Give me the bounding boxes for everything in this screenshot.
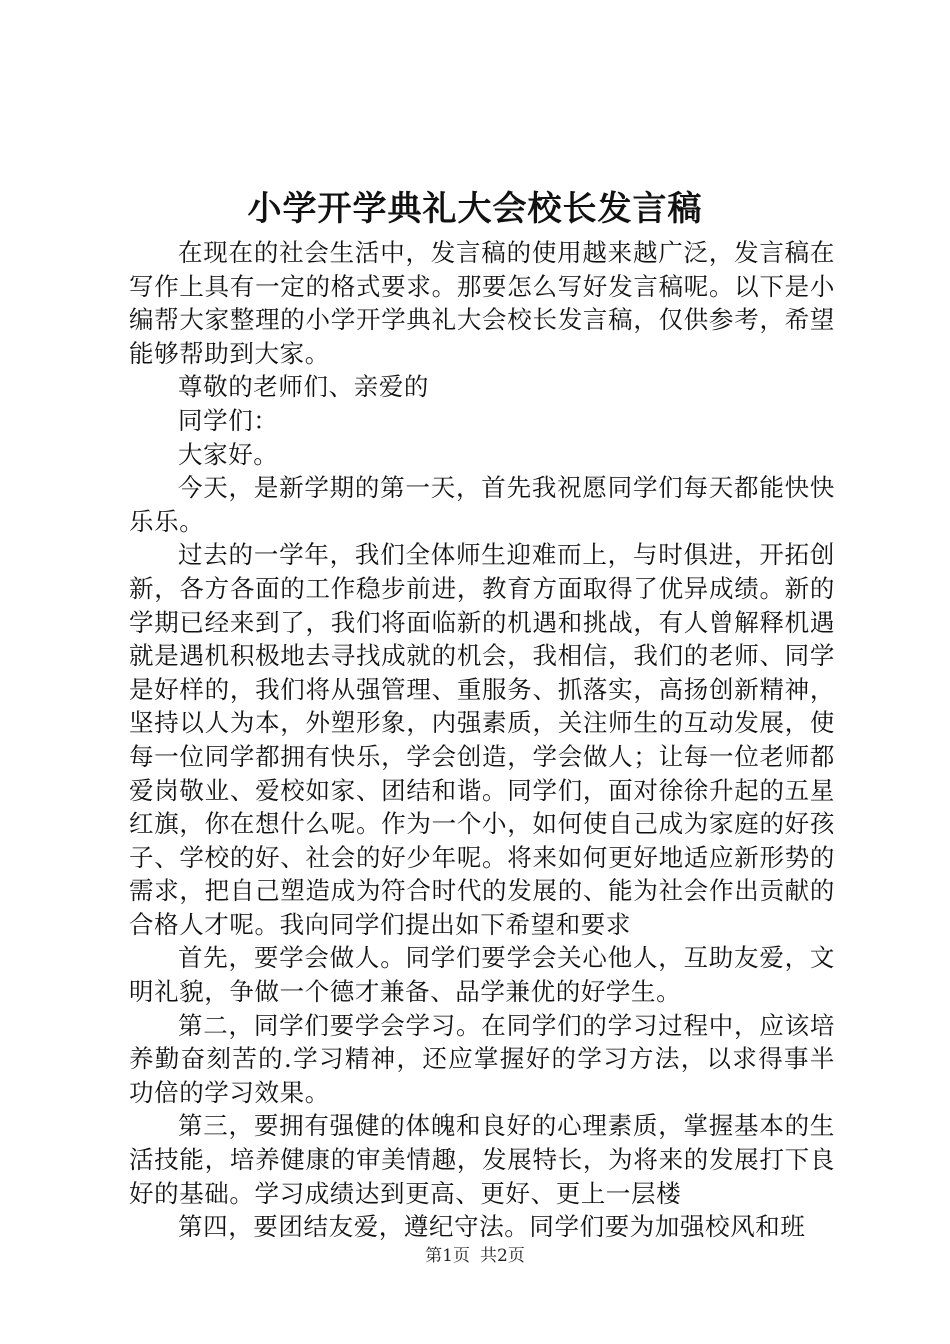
document-body <box>129 236 835 1244</box>
body-paragraph-first: 首先，要学会做人。同学们要学会关心他人，互助友爱，文明礼貌，争做一个德才兼备、品学兼优的好学生。 <box>129 943 835 1007</box>
salutation-line-1: 尊敬的老师们、亲爱的 <box>178 372 429 402</box>
page-number: 第1页 <box>425 1246 470 1266</box>
page-footer <box>0 1244 950 1268</box>
salutation-line-2: 同学们： <box>178 405 279 435</box>
page-total: 共2页 <box>480 1246 525 1266</box>
body-paragraph-today: 今天，是新学期的第一天，首先我祝愿同学们每天都能快快乐乐。 <box>129 473 835 536</box>
body-paragraph-second: 第二，同学们要学会学习。在同学们的学习过程中，应该培养勤奋刻苦的.学习精神，还应掌握好的学习方法，以求得事半功倍的学习效果。 <box>129 1010 835 1107</box>
document-title: 小学开学典礼大会校长发言稿 <box>247 189 703 229</box>
body-paragraph-fourth: 第四，要团结友爱，遵纪守法。同学们要为加强校风和班 <box>178 1212 806 1242</box>
greeting-paragraph: 大家好。 <box>178 439 279 469</box>
intro-paragraph: 在现在的社会生活中，发言稿的使用越来越广泛，发言稿在写作上具有一定的格式要求。那要怎么写好发言稿呢。以下是小编帮大家整理的小学开学典礼大会校长发言稿，仅供参考，希望能够帮助到大家。 <box>129 238 835 368</box>
body-paragraph-third: 第三，要拥有强健的体魄和良好的心理素质，掌握基本的生活技能，培养健康的审美情趣，发展特长，为将来的发展打下良好的基础。学习成绩达到更高、更好、更上一层楼 <box>129 1111 835 1208</box>
body-paragraph-past-year: 过去的一学年，我们全体师生迎难而上，与时俱进，开拓创新，各方各面的工作稳步前进，教育方面取得了优异成绩。新的学期已经来到了，我们将面临新的机遇和挑战，有人曾解释机遇就是遇机积极地去寻找成就的机会，我相信，我们的老师、同学是好样的，我们将从强管理、重服务、抓落实，高扬创新精神，坚持以人为本，外塑形象，内强素质，关注师生的互动发展，使每一位同学都拥有快乐，学会创造，学会做人；让每一位老师都爱岗敬业、爱校如家、团结和谐。同学们，面对徐徐升起的五星红旗，你在想什么呢。作为一个小，如何使自己成为家庭的好孩子、学校的好、社会的好少年呢。将来如何更好地适应新形势的需求，把自己塑造成为符合时代的发展的、能为社会作出贡献的合格人才呢。我向同学们提出如下希望和要求 <box>129 540 835 939</box>
